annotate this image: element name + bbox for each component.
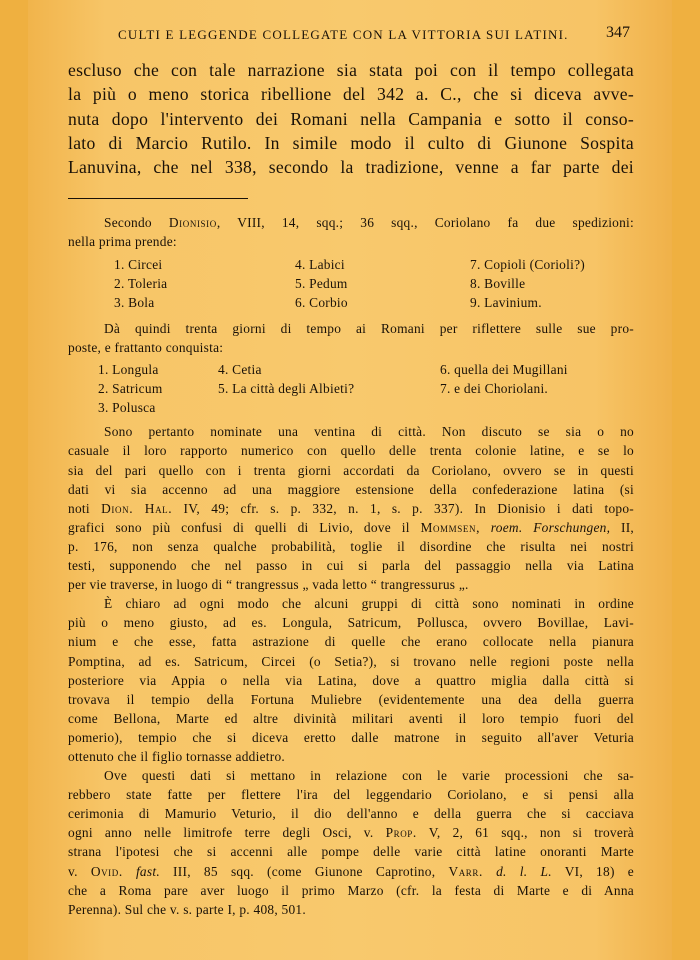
note-intro-line: [68, 213, 634, 232]
list-item: 1. Circei: [114, 257, 163, 273]
list-item: 5. Pedum: [295, 276, 348, 292]
note-text: IV, 49; cfr. s. p. 332, n. 1, s. p. 337). In Dionisio i dati topo-: [172, 500, 634, 516]
list-item: 2. Satricum: [98, 381, 163, 397]
note-line: p. 176, non senza qualche probabilità, toglie il disordine che risulta nei nostri: [68, 538, 634, 554]
running-head: CULTI E LEGGENDE COLLEGATE CON LA VITTORIA SUI LATINI.: [118, 27, 569, 42]
note-line: dati vi sia accenno ad una maggiore estensione della confederazione latina (si: [68, 481, 634, 497]
note-line: rebbero state fatte per flettere l'ira del leggendario Coriolano, e si pensi alla: [68, 787, 634, 803]
note-intro-line: nella prima prende:: [68, 234, 177, 250]
list-item: 6. Corbio: [295, 295, 348, 311]
note-text: VI, 18) e: [551, 863, 634, 879]
list-item: 6. quella dei Mugillani: [440, 362, 568, 378]
note-text: ogni anno nelle limitrofe terre degli Osci, v.: [68, 825, 386, 841]
note-text: noti: [68, 500, 102, 516]
note-line: [68, 499, 634, 518]
page-number: 347: [606, 24, 630, 41]
note-line: sia del pari quello con i trenta giorni accordati da Coriolano, ovvero se in questi: [68, 462, 634, 478]
citation-ref: Prop.: [385, 825, 417, 841]
list-item: 4. Cetia: [218, 362, 262, 378]
citation-ref: Ovid.: [90, 863, 123, 879]
body-line: escluso che con tale narrazione sia stata poi con il tempo collegata: [68, 60, 634, 80]
note-line: ottenuto che il figlio tornasse addietro.: [68, 748, 286, 764]
body-line: lato di Marcio Rutilo. In simile modo il culto di Giunone Sospita: [68, 132, 634, 153]
note-line: che a Roma pare aver luogo il primo Marzo (cfr. la festa di Marte e di Anna: [68, 882, 634, 898]
footnote-rule: [68, 198, 248, 199]
body-line: la più o meno storica ribellione del 342 a. C., che si diceva avve-: [68, 84, 634, 105]
note-text: V, 2, 61 sqq., non si troverà: [416, 825, 634, 841]
list-item: 2. Toleria: [114, 276, 168, 292]
note-line: Sono pertanto nominate una ventina di città. Non discuto se sia o no: [104, 424, 634, 440]
list-item: 9. Lavinium.: [470, 295, 542, 311]
work-title: d. l. L.: [482, 863, 552, 879]
note-line: Perenna). Sul che v. s. parte I, p. 408, 501.: [68, 901, 306, 917]
note-text: III, 85 sqq. (come Giunone Caprotino,: [159, 863, 449, 879]
citation-ref: Dion. Hal.: [101, 500, 173, 516]
note-line: come Bellona, Marte ed altre divinità militari aventi il loro tempio fuori del: [68, 710, 634, 726]
second-campaign-list: [68, 360, 634, 418]
note-line: È chiaro ad ogni modo che alcuni gruppi di città sono nominati in ordine: [104, 596, 634, 612]
body-line: Lanuvina, che nel 338, secondo la tradizione, venne a far parte dei: [68, 157, 634, 178]
note-line: [68, 823, 634, 842]
note-line: per vie traverse, in luogo di “ trangressus „ vada letto “ trangressurus „.: [68, 577, 469, 593]
list-item: 4. Labici: [295, 257, 345, 273]
citation-ref: Varr.: [448, 863, 483, 879]
note-line: cerimonia di Mamurio Veturio, il dio dell'anno e della guerra che si cacciava: [68, 806, 634, 822]
note-text: II,: [610, 519, 634, 535]
author-name: Mommsen,: [420, 519, 481, 535]
list-item: 7. e dei Choriolani.: [440, 381, 549, 397]
book-page: [28, 0, 672, 960]
note-line: Dà quindi trenta giorni di tempo ai Romani per riflettere sulle sue pro-: [104, 321, 634, 337]
note-text: grafici sono più confusi di quelli di Livio, dove il: [68, 519, 421, 535]
note-line: nium e che esse, fatta astrazione di quelle che erano collocate nella pianura: [68, 634, 634, 650]
body-line: nuta dopo l'intervento dei Romani nella Campania e sotto il conso-: [68, 108, 634, 129]
note-line: più o meno giusto, ad es. Longula, Satricum, Pollusca, ovvero Bovillae, Lavi-: [68, 615, 634, 631]
note-line: strana l'ipotesi che si accenni alle pompe delle varie città latine onoranti Marte: [68, 844, 634, 860]
list-item: 7. Copioli (Corioli?): [470, 257, 585, 273]
note-line: [68, 518, 634, 537]
note-line: [68, 862, 634, 881]
note-line: pomerio), tempio che si diceva eretto dalle matrone in seguito all'aver Veturia: [68, 729, 634, 745]
author-name: Dionisio: [168, 215, 217, 230]
note-line: casuale il loro rapporto numerico con quello delle trenta colonie latine, e se lo: [68, 443, 634, 459]
note-text: Secondo: [104, 215, 169, 230]
note-line: Pomptina, ad es. Satricum, Circei (o Setia?), si trovano nelle regioni poste nella: [68, 653, 634, 669]
list-item: 3. Polusca: [98, 400, 156, 416]
work-title: fast.: [122, 863, 160, 879]
note-line: posteriore via Appia o nella via Latina, dove a quattro miglia dalla città si: [68, 672, 634, 688]
main-text: [68, 58, 634, 179]
note-text: , VIII, 14, sqq.; 36 sqq., Coriolano fa due spedizioni:: [216, 215, 635, 230]
list-item: 8. Boville: [470, 276, 526, 292]
work-title: roem. Forschungen,: [480, 519, 611, 535]
footnote: [68, 213, 634, 919]
note-line: poste, e frattanto conquista:: [68, 340, 224, 356]
list-item: 5. La città degli Albieti?: [218, 381, 355, 397]
note-text: v.: [68, 863, 91, 879]
note-line: trovava il tempio della Fortuna Muliebre (evidentemente una dea della guerra: [68, 691, 634, 707]
list-item: 1. Longula: [98, 362, 159, 378]
note-line: testi, supponendo che nel passo in cui si parla del passaggio nella via Latina: [68, 558, 634, 574]
note-line: Ove questi dati si mettano in relazione con le varie processioni che sa-: [104, 768, 634, 784]
first-campaign-list: [68, 255, 634, 313]
list-item: 3. Bola: [114, 295, 155, 311]
